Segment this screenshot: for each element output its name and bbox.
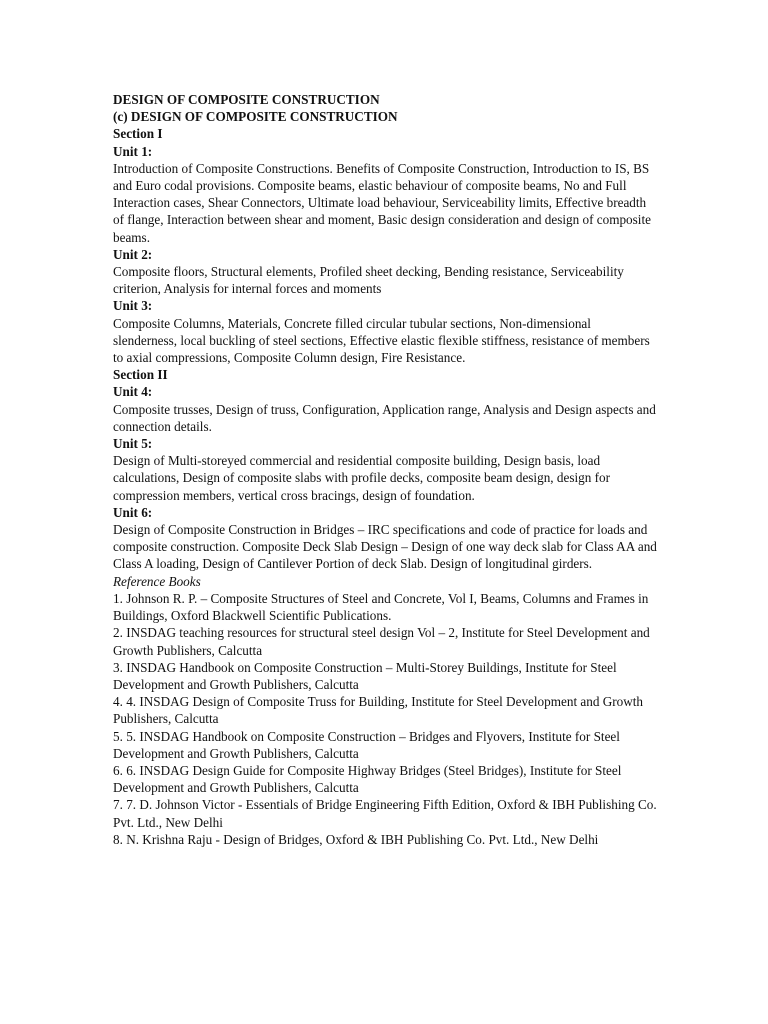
unit-5-text: Design of Multi-storeyed commercial and residential composite building, Design basis, load calculations, Design of composite slabs with profile decks, composite beam design, design for compression members, vertical cross bracings, design of foundation. (113, 453, 610, 503)
unit-2-text: Composite floors, Structural elements, Profiled sheet decking, Bending resistance, Serviceability criterion, Analysis for internal forces and moments (113, 264, 624, 297)
unit-1-text: Introduction of Composite Constructions. Benefits of Composite Construction, Introduction to IS, BS and Euro codal provisions. Composite beams, elastic behaviour of composite beams, No and Full Interaction cases, Shear Connectors, Ultimate load behaviour, Serviceability limits, Effective breadth of flange, Interaction between shear and moment, Basic design consideration and design of composite beams. (113, 160, 651, 245)
reference-item: 2. INSDAG teaching resources for structural steel design Vol – 2, Institute for Steel Development and Growth Publishers, Calcutta (113, 625, 650, 658)
reference-item: 3. INSDAG Handbook on Composite Construction – Multi-Storey Buildings, Institute for Steel Development and Growth Publishers, Calcutta (113, 659, 617, 692)
unit-4-text: Composite trusses, Design of truss, Configuration, Application range, Analysis and Design aspects and connection details. (113, 401, 656, 434)
reference-item: 8. N. Krishna Raju - Design of Bridges, Oxford & IBH Publishing Co. Pvt. Ltd., New Delhi (113, 831, 599, 847)
document-page (113, 91, 658, 848)
reference-item: 5. 5. INSDAG Handbook on Composite Construction – Bridges and Flyovers, Institute for Steel Development and Growth Publishers, Calcutta (113, 728, 620, 761)
section-heading-2: Section II (113, 367, 168, 383)
unit-6-text: Design of Composite Construction in Bridges – IRC specifications and code of practice for loads and composite construction. Composite Deck Slab Design – Design of one way deck slab for Class AA and Class A loading, Design of Cantilever Portion of deck Slab. Design of longitudinal girders. (113, 522, 657, 572)
document-title: DESIGN OF COMPOSITE CONSTRUCTION (113, 92, 380, 107)
section-heading-1: Section I (113, 126, 163, 142)
reference-item: 1. Johnson R. P. – Composite Structures of Steel and Concrete, Vol I, Beams, Columns and Frames in Buildings, Oxford Blackwell Scientific Publications. (113, 590, 649, 624)
unit-2-heading: Unit 2: (113, 246, 153, 262)
reference-item: 7. 7. D. Johnson Victor - Essentials of Bridge Engineering Fifth Edition, Oxford & IBH Publishing Co. Pvt. Ltd., New Delhi (113, 797, 657, 830)
document-subtitle: (c) DESIGN OF COMPOSITE CONSTRUCTION (113, 109, 398, 125)
unit-3-text: Composite Columns, Materials, Concrete filled circular tubular sections, Non-dimensional slenderness, local buckling of steel sections, Effective elastic flexible stiffness, resistance of members to axial compressions, Composite Column design, Fire Resistance. (113, 315, 650, 366)
unit-1-heading: Unit 1: (113, 143, 153, 159)
unit-5-heading: Unit 5: (113, 436, 153, 452)
unit-3-heading: Unit 3: (113, 298, 153, 314)
reference-item: 4. 4. INSDAG Design of Composite Truss for Building, Institute for Steel Development and Growth Publishers, Calcutta (113, 694, 644, 727)
reference-item: 6. 6. INSDAG Design Guide for Composite Highway Bridges (Steel Bridges), Institute for Steel Development and Growth Publishers, Calcutta (113, 762, 622, 796)
reference-books-heading: Reference Books (113, 573, 201, 589)
unit-6-heading: Unit 6: (113, 504, 153, 520)
unit-4-heading: Unit 4: (113, 384, 153, 400)
